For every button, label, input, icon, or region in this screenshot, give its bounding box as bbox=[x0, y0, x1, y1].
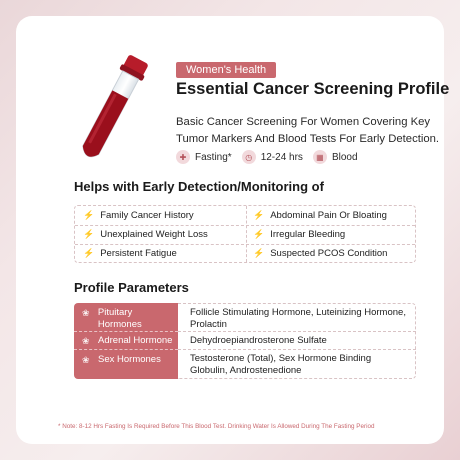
param-label-text: Sex Hormones bbox=[98, 354, 161, 365]
meta-sample-label: Blood bbox=[331, 151, 358, 163]
help-item-label: Family Cancer History bbox=[100, 210, 194, 221]
fasting-note: * Note: 8-12 Hrs Fasting Is Required Before This Blood Test. Drinking Water Is Allowed During The Fasting Period bbox=[58, 423, 375, 430]
param-label bbox=[74, 354, 178, 366]
meta-fasting bbox=[176, 150, 232, 164]
help-item-label: Irregular Bleeding bbox=[270, 229, 346, 240]
page-title: Essential Cancer Screening Profile bbox=[176, 80, 450, 98]
param-label bbox=[74, 335, 178, 347]
bolt-icon: ⚡ bbox=[253, 210, 265, 220]
meta-fasting-label: Fasting* bbox=[195, 151, 232, 163]
product-card bbox=[16, 16, 450, 444]
meta-sample bbox=[313, 150, 358, 164]
help-item bbox=[253, 206, 387, 225]
row-divider bbox=[74, 331, 178, 332]
hormone-icon: ❀ bbox=[82, 308, 90, 318]
blood-sample-icon: ▦ bbox=[313, 150, 327, 164]
help-item-label: Persistent Fatigue bbox=[100, 248, 177, 259]
meta-duration-label: 12-24 hrs bbox=[260, 151, 303, 163]
helps-grid bbox=[74, 205, 416, 263]
hormone-icon: ❀ bbox=[82, 336, 90, 346]
test-meta bbox=[176, 150, 358, 164]
param-value: Testosterone (Total), Sex Hormone Binding Globulin, Androstenedione bbox=[190, 353, 372, 376]
param-value: Dehydroepiandrosterone Sulfate bbox=[190, 335, 327, 346]
hormone-icon: ❀ bbox=[82, 355, 90, 365]
row-divider bbox=[178, 331, 416, 332]
meta-duration bbox=[242, 150, 303, 164]
help-item bbox=[253, 244, 387, 263]
help-item-label: Unexplained Weight Loss bbox=[100, 229, 208, 240]
help-item bbox=[83, 244, 177, 263]
test-tube-icon bbox=[66, 50, 156, 170]
param-label bbox=[74, 307, 178, 331]
bolt-icon: ⚡ bbox=[253, 229, 265, 239]
helps-heading: Helps with Early Detection/Monitoring of bbox=[74, 179, 324, 194]
param-label-text: Pituitary Hormones bbox=[97, 307, 142, 330]
params-heading: Profile Parameters bbox=[74, 280, 189, 295]
fasting-icon: ✚ bbox=[176, 150, 190, 164]
row-divider bbox=[74, 349, 178, 350]
bolt-icon: ⚡ bbox=[83, 210, 95, 220]
help-item bbox=[83, 206, 194, 225]
help-item-label: Abdominal Pain Or Bloating bbox=[270, 210, 387, 221]
help-item-label: Suspected PCOS Condition bbox=[270, 248, 388, 259]
bolt-icon: ⚡ bbox=[83, 248, 95, 258]
params-table bbox=[74, 303, 416, 379]
help-item bbox=[83, 225, 208, 244]
param-label-text: Adrenal Hormone bbox=[98, 335, 173, 346]
category-tag: Women's Health bbox=[176, 62, 276, 78]
bolt-icon: ⚡ bbox=[253, 248, 265, 258]
row-divider bbox=[178, 349, 416, 350]
param-value: Follicle Stimulating Hormone, Luteinizing Hormone, Prolactin bbox=[190, 307, 406, 330]
bolt-icon: ⚡ bbox=[83, 229, 95, 239]
description: Basic Cancer Screening For Women Covering Key Tumor Markers And Blood Tests For Early Detection. bbox=[176, 116, 440, 145]
help-item bbox=[253, 225, 345, 244]
clock-icon: ◷ bbox=[242, 150, 256, 164]
